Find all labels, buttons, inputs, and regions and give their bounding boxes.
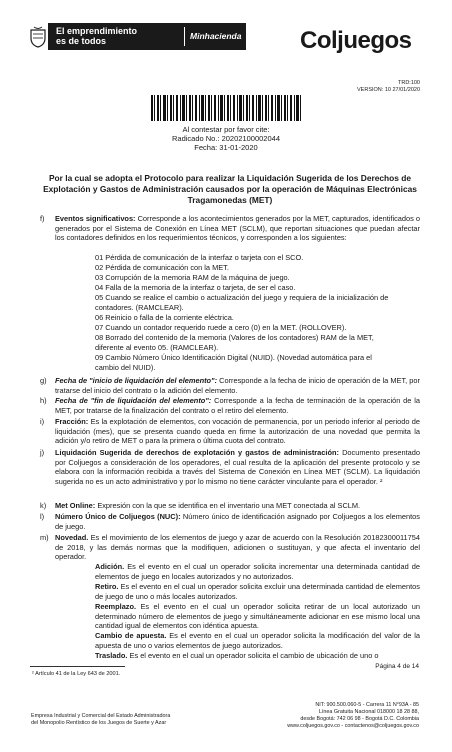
item-l [55,512,420,531]
item-m [55,533,420,562]
novedad-reemplazo [95,602,420,631]
footer-nit: NIT: 900.500.060-5 - Carrera 11 N°93A - 85 [315,702,419,708]
footer-company [31,713,170,727]
item-k [55,501,420,511]
item-g-text: Corresponde a la fecha de inicio de operación de la MET, por tratarse del inicio del contrato o la adición del elemento. [55,376,420,395]
item-h-heading: Fecha de "fin de liquidación del elemento": [55,396,212,405]
version-line: VERSION: 10 27/01/2020 [357,87,420,93]
radicado-number: Radicado No.: 20202100002044 [171,134,280,143]
novedad-traslado [95,651,420,661]
sub-text: Es el evento en el cual un operador solicita excluir una determinada cantidad de elementos de juego de uno o más locales autorizados. [95,582,420,601]
event-line: diferente al evento 05. (RAMCLEAR). [95,343,219,352]
sub-heading: Traslado. [95,651,128,660]
event-line: 04 Falla de la memoria de la interfaz o tarjeta, de ser el caso. [95,283,296,292]
coljuegos-logo: Coljuegos [300,27,412,54]
item-k-marker: k) [40,501,47,510]
event-line: 07 Cuando un contador requerido ruede a cero (0) en la MET. (ROLLOVER). [95,323,347,332]
page-number: Página 4 de 14 [375,663,419,670]
event-line: 02 Pérdida de comunicación con la MET. [95,263,229,272]
item-g [55,376,420,395]
document-code [357,80,420,94]
novedad-retiro [95,582,420,601]
event-line: 09 Cambio Número Único Identificación Digital (NUID). (Novedad automática para el [95,353,372,362]
item-k-text: Expresión con la que se identifica en el inventario una MET conectada al SCLM. [97,501,361,510]
trd-code: TRD:100 [397,80,420,86]
item-k-heading: Met Online: [55,501,96,510]
item-j-heading: Liquidación Sugerida de derechos de explotación y gastos de administración: [55,448,339,457]
item-i [55,417,420,446]
event-line: contadores. (RAMCLEAR). [95,303,184,312]
sub-heading: Reemplazo. [95,602,137,611]
footnote-divider [30,666,125,667]
novedad-cambio-apuesta [95,631,420,650]
event-line: 08 Borrado del contenido de la memoria (Valores de los contadores) RAM de la MET, [95,333,374,342]
sub-text: Es el evento en el cual un operador solicita retirar de un local autorizado un determinado número de elementos de juego y simultáneamente adicionar en ese mismo local una cantidad igual de elementos con idéntica apuesta. [95,602,420,631]
event-line: 03 Corrupción de la memoria RAM de la máquina de juego. [95,273,290,282]
footnote: ² Artículo 41 de la Ley 643 de 2001. [32,671,121,677]
sub-heading: Cambio de apuesta. [95,631,167,640]
radicado-date: Fecha: 31-01-2020 [194,143,258,152]
ministry-name: Minhacienda [190,31,242,41]
gov-slogan-line1: El emprendimiento [56,26,138,36]
item-f-text: Corresponde a los acontecimientos generados por la MET, capturados, identificados o generados por el Sistema de Conexión en Línea MET (SCLM), que reportan situaciones que puedan afectar los contadores definidos en los requerimientos técnicos, y corresponden a los siguientes: [55,214,420,243]
item-l-text: Número único de identificación asignado por Coljuegos a los elementos de juego. [55,512,420,531]
item-g-heading: Fecha de "inicio de liquidación del elemento": [55,376,218,385]
event-line: 05 Cuando se realice el cambio o actualización del juego y requiera de la inicialización de [95,293,389,302]
item-i-heading: Fracción: [55,417,89,426]
item-f-marker: f) [40,214,45,223]
footer-contact [287,702,419,730]
item-m-marker: m) [40,533,49,542]
government-banner [48,23,246,50]
event-line: cambio del NUID). [95,363,156,372]
footer-web: www.coljuegos.gov.co - contactenos@coljuegos.gov.co [287,723,419,729]
footer-company-line2: del Monopolio Rentístico de los Juegos de Suerte y Azar [31,720,167,726]
item-g-marker: g) [40,376,47,385]
gov-slogan-line2: es de todos [56,36,107,46]
footer-company-line1: Empresa Industrial y Comercial del Estado Administradora [31,713,171,719]
item-i-marker: i) [40,417,45,426]
item-h-text: Corresponde a la fecha de terminación de la operación de la MET, por tratarse de la finalización del contrato o el retiro del elemento. [55,396,420,415]
event-line: 06 Reinicio o falla de la corriente eléctrica. [95,313,234,322]
item-h-marker: h) [40,396,47,405]
item-j-marker: j) [40,448,45,457]
banner-divider [184,27,185,46]
item-l-marker: l) [40,512,45,521]
sub-heading: Retiro. [95,582,119,591]
item-j [55,448,420,486]
item-f [55,214,420,243]
sub-text: Es el evento en el cual un operador solicita el cambio de ubicación de uno o [129,651,379,660]
item-m-text: Es el movimiento de los elementos de juego y azar de acuerdo con la Resolución 20182300011754 de 2018, y las demás normas que la modifiquen, adicionen o sustituyan, y que afecta el inventario del operador. [55,533,421,562]
sub-text: Es el evento en el cual un operador solicita incrementar una determinada cantidad de elementos de juego en locales autorizados y no autorizados. [95,562,420,581]
item-h [55,396,420,415]
sub-heading: Adición. [95,562,125,571]
item-l-heading: Número Único de Coljuegos (NUC): [55,512,181,521]
item-j-text: Documento presentado por Coljuegos a consideración de los operadores, el cual resulta de la aplicación del presente protocolo y se elabora con la información recibida a través del Sistema de Conexión en Línea MET (SCLM). La liquidación sugerida no es un acto administrativo y por lo mismo no tiene carácter vinculante para el operador. ² [55,448,420,486]
item-i-text: Es la explotación de elementos, con vocación de permanencia, por un periodo inferior al periodo de liquidación (mes), que se presenta cuando queda en firme la autorización de una novedad que permita la adición y/o retiro de MET o para la primera o última cuota del contrato. [55,417,420,446]
barcode-icon [151,95,301,121]
coat-of-arms-icon [29,26,47,48]
item-m-heading: Novedad. [55,533,89,542]
resolution-title: Por la cual se adopta el Protocolo para realizar la Liquidación Sugerida de los Derechos de Explotación y Gastos de Administración causados por la operación de Máquinas Electrónicas Tragamonedas (MET) [43,173,417,205]
item-f-heading: Eventos significativos: [55,214,136,223]
footer-city: desde Bogotá: 742 06 98 - Bogotá D.C. Colombia [300,716,419,722]
radicado-prompt: Al contestar por favor cite: [182,125,270,134]
event-line: 01 Pérdida de comunicación de la interfaz o tarjeta con el SCO. [95,253,304,262]
novedad-adicion [95,562,420,581]
sub-text: Es el evento en el cual un operador solicita la modificación del valor de la apuesta de uno o varios elementos de juego autorizados. [95,631,420,650]
footer-phone: Línea Gratuita Nacional 018000 18 28 88, [318,709,419,715]
